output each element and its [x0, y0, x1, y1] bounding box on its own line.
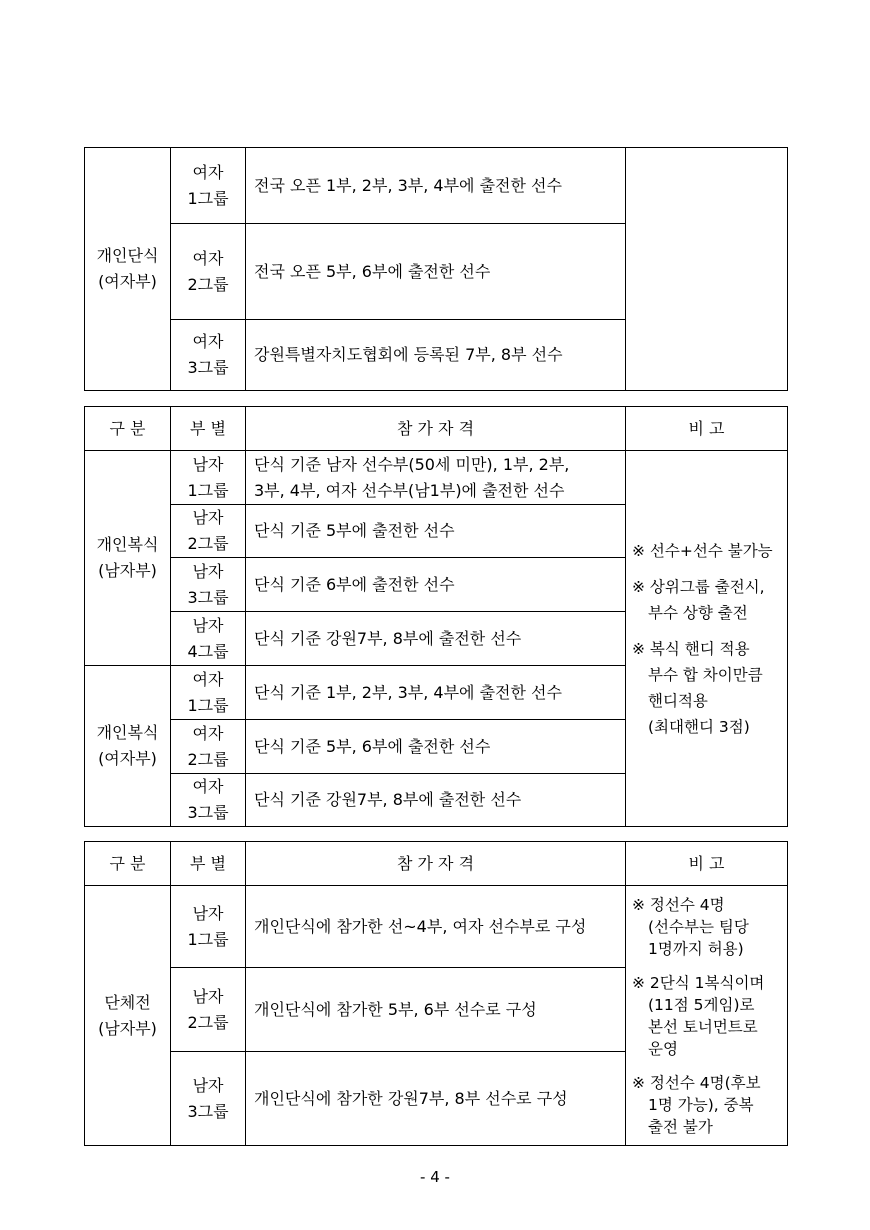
remark-line: 1명까지 허용) [648, 939, 744, 958]
remark-line: 1명 가능), 중복 [648, 1095, 754, 1114]
section-sublabel: (남자부) [98, 1018, 157, 1038]
section-sublabel: (여자부) [98, 272, 157, 291]
qualification-cell: 단식 기준 6부에 출전한 선수 [246, 558, 626, 612]
group-cell [171, 224, 246, 320]
remarks-cell-empty [626, 148, 788, 391]
table-header-row [85, 842, 788, 886]
group-label: 남자 [192, 986, 224, 1006]
group-number: 3그룹 [187, 587, 229, 607]
remark-line: 운영 [648, 1039, 678, 1058]
section-cell [85, 148, 171, 391]
group-number: 3그룹 [187, 1101, 229, 1121]
group-label: 남자 [192, 615, 224, 635]
qualification-cell: 전국 오픈 1부, 2부, 3부, 4부에 출전한 선수 [246, 148, 626, 224]
page-number: - 4 - [420, 1168, 450, 1186]
section-label: 단체전 [104, 992, 151, 1012]
group-label: 남자 [192, 1075, 224, 1095]
group-number: 1그룹 [187, 929, 229, 949]
group-label: 여자 [192, 723, 224, 743]
qualification-cell: 단식 기준 5부, 6부에 출전한 선수 [246, 720, 626, 774]
qualification-cell: 개인단식에 참가한 강원7부, 8부 선수로 구성 [246, 1052, 626, 1146]
header-category: 구 분 [85, 407, 171, 451]
table-row [85, 886, 788, 968]
remarks-cell [626, 451, 788, 827]
remark-line: 본선 토너먼트로 [648, 1017, 758, 1036]
remark-line: ※ 선수+선수 불가능 [632, 541, 773, 560]
remark-line: 부수 합 차이만큼 [648, 665, 763, 684]
remark-line: ※ 복식 핸디 적용 [632, 639, 750, 658]
section-sublabel: (여자부) [98, 749, 157, 768]
group-label: 남자 [192, 454, 224, 474]
group-number: 2그룹 [187, 534, 229, 553]
group-cell [171, 505, 246, 558]
group-label: 여자 [192, 248, 224, 268]
header-division: 부 별 [171, 407, 246, 451]
group-label: 남자 [192, 508, 224, 527]
group-cell [171, 774, 246, 827]
group-cell [171, 612, 246, 666]
group-number: 4그룹 [187, 641, 229, 661]
section-cell [85, 666, 171, 827]
group-cell [171, 720, 246, 774]
remark-line: ※ 2단식 1복식이며 [632, 973, 765, 992]
header-remarks: 비 고 [626, 407, 788, 451]
section-sublabel: (남자부) [98, 561, 157, 580]
group-cell [171, 320, 246, 391]
qualification-cell: 단식 기준 5부에 출전한 선수 [246, 505, 626, 558]
section-label: 개인복식 [96, 535, 159, 554]
remarks-cell [626, 886, 788, 1146]
table-team [84, 841, 788, 1146]
remark-line: 부수 상향 출전 [648, 603, 748, 622]
group-cell [171, 148, 246, 224]
section-label: 개인복식 [96, 723, 159, 742]
group-number: 1그룹 [187, 695, 229, 715]
remark-line: 핸디적용 [648, 691, 708, 710]
table-header-row [85, 407, 788, 451]
group-label: 여자 [192, 332, 224, 351]
qualification-cell: 개인단식에 참가한 5부, 6부 선수로 구성 [246, 968, 626, 1052]
group-number: 2그룹 [187, 274, 229, 294]
group-cell [171, 451, 246, 505]
remark-line: ※ 정선수 4명 [632, 895, 725, 914]
group-label: 남자 [192, 561, 224, 581]
remark-line: ※ 정선수 4명(후보 [632, 1073, 761, 1092]
remark-line: ※ 상위그룹 출전시, [632, 577, 765, 596]
section-label: 개인단식 [96, 246, 159, 265]
group-cell [171, 1052, 246, 1146]
qualification-cell: 단식 기준 강원7부, 8부에 출전한 선수 [246, 612, 626, 666]
table-womens-singles [84, 147, 788, 391]
header-remarks: 비 고 [626, 842, 788, 886]
remark-line: (선수부는 팀당 [648, 917, 749, 936]
group-label: 남자 [192, 903, 224, 923]
header-qualification: 참 가 자 격 [246, 842, 626, 886]
table-doubles [84, 406, 788, 827]
header-division: 부 별 [171, 842, 246, 886]
group-label: 여자 [192, 162, 224, 182]
qualification-cell: 개인단식에 참가한 선~4부, 여자 선수부로 구성 [246, 886, 626, 968]
group-number: 2그룹 [187, 1012, 229, 1032]
group-number: 1그룹 [187, 480, 229, 500]
table-row [85, 451, 788, 505]
section-cell [85, 451, 171, 666]
group-cell [171, 558, 246, 612]
qualification-cell: 강원특별자치도협회에 등록된 7부, 8부 선수 [246, 320, 626, 391]
group-number: 3그룹 [187, 803, 229, 822]
group-number: 1그룹 [187, 188, 229, 208]
remark-line: (최대핸디 3점) [648, 717, 750, 736]
remark-line: (11점 5게임)로 [648, 995, 755, 1014]
group-cell [171, 886, 246, 968]
qualification-cell: 단식 기준 1부, 2부, 3부, 4부에 출전한 선수 [246, 666, 626, 720]
group-cell [171, 666, 246, 720]
header-category: 구 분 [85, 842, 171, 886]
qualification-line: 단식 기준 남자 선수부(50세 미만), 1부, 2부, [254, 454, 570, 474]
group-number: 2그룹 [187, 749, 229, 769]
qualification-cell: 전국 오픈 5부, 6부에 출전한 선수 [246, 224, 626, 320]
qualification-cell: 단식 기준 강원7부, 8부에 출전한 선수 [246, 774, 626, 827]
table-row [85, 148, 788, 224]
remark-line: 출전 불가 [648, 1117, 713, 1136]
qualification-line: 3부, 4부, 여자 선수부(남1부)에 출전한 선수 [254, 480, 565, 500]
group-label: 여자 [192, 669, 224, 689]
section-cell [85, 886, 171, 1146]
group-cell [171, 968, 246, 1052]
group-number: 3그룹 [187, 358, 229, 377]
qualification-cell [246, 451, 626, 505]
group-label: 여자 [192, 777, 224, 796]
header-qualification: 참 가 자 격 [246, 407, 626, 451]
